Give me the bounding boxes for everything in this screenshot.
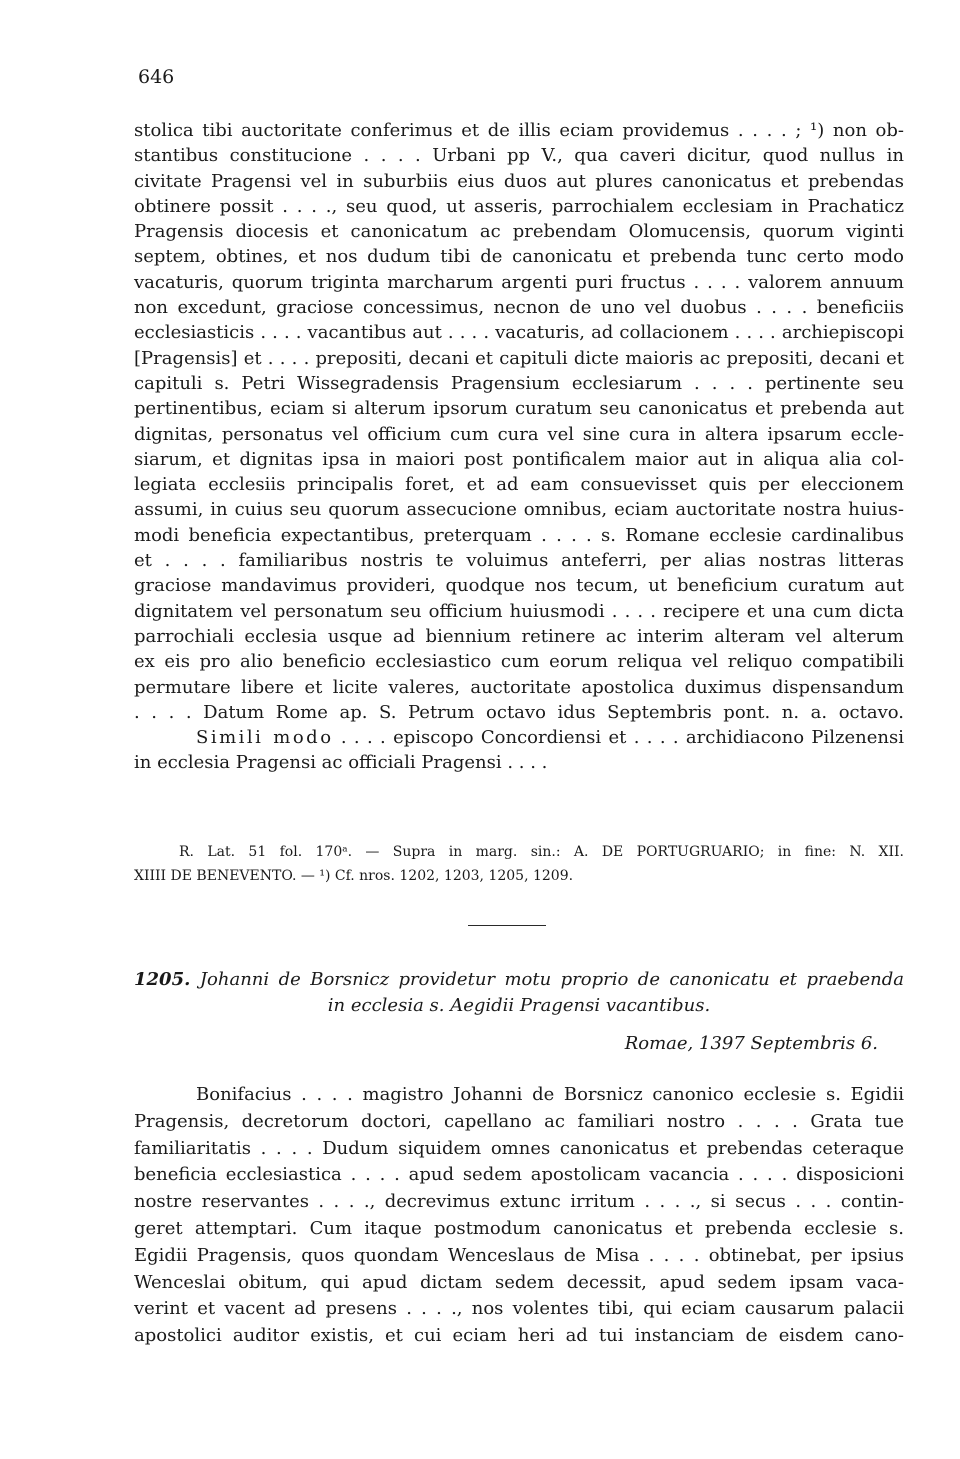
text-line: Pragensis, decretorum doctori, capellano ac familiari nostro . . . . Grata tue bbox=[134, 1110, 904, 1132]
text-line: graciose mandavimus provideri, quodque nos tecum, ut beneficium curatum aut bbox=[134, 575, 904, 597]
text-line: stantibus constitucione . . . . Urbani pp V., qua caveri dicitur, quod nullus in bbox=[134, 145, 904, 167]
text-line: septem, obtines, et nos dudum tibi de canonicatu et prebenda tunc certo modo bbox=[134, 246, 904, 268]
text-line: ecclesiasticis . . . . vacantibus aut . . . . vacaturis, ad collacionem . . . . archiepiscopi bbox=[134, 322, 904, 344]
text-line: obtinere possit . . . ., seu quod, ut asseris, parrochialem ecclesiam in Prachaticz bbox=[134, 195, 904, 217]
text-line: beneficia ecclesiastica . . . . apud sedem apostolicam vacancia . . . . disposicioni bbox=[134, 1164, 904, 1186]
text-line: nostre reservantes . . . ., decrevimus extunc irritum . . . ., si secus . . . contin- bbox=[134, 1191, 904, 1213]
text-line: modi beneficia expectantibus, preterquam . . . . s. Romane ecclesie cardinalibus bbox=[134, 524, 904, 546]
text-line: . . . . Datum Rome ap. S. Petrum octavo idus Septembris pont. n. a. octavo. bbox=[134, 701, 904, 723]
entry-heading bbox=[134, 967, 904, 1019]
text-line: legiata ecclesiis principalis foret, et ad eam consuevisset quis per eleccionem bbox=[134, 474, 904, 496]
footnote-line: XIIII DE BENEVENTO. — ¹) Cf. nros. 1202, 1203, 1205, 1209. bbox=[134, 868, 574, 884]
paragraph-2 bbox=[134, 1082, 904, 1350]
text-line: siarum, et dignitas ipsa in maiori post pontificalem maior aut in aliqua alia col- bbox=[134, 448, 904, 470]
text-line: in ecclesia Pragensi ac officiali Pragensi . . . . bbox=[134, 752, 548, 774]
text-line: pertinentibus, eciam si alterum ipsorum curatum seu canonicatus et prebenda aut bbox=[134, 398, 904, 420]
text-line: stolica tibi auctoritate conferimus et de illis eciam providemus . . . . ; ¹) non ob- bbox=[134, 120, 904, 141]
footnotes bbox=[134, 840, 904, 888]
text-line: vacaturis, quorum triginta marcharum argenti puri fructus . . . . valorem annuum bbox=[134, 271, 904, 293]
text-line: capituli s. Petri Wissegradensis Pragensium ecclesiarum . . . . pertinente seu bbox=[134, 372, 904, 394]
entry-number: 1205. bbox=[134, 969, 191, 990]
text-line: et . . . . familiaribus nostris te voluimus anteferri, per alias nostras litteras bbox=[134, 550, 904, 572]
text-line: Egidii Pragensis, quos quondam Wenceslaus de Misa . . . . obtinebat, per ipsius bbox=[134, 1244, 904, 1266]
text-line: civitate Pragensi vel in suburbiis eius duos aut plures canonicatus et prebendas bbox=[134, 170, 904, 192]
section-divider bbox=[468, 925, 546, 926]
text-line: permutare libere et licite valeres, auctoritate apostolica duximus dispensandum bbox=[134, 676, 904, 698]
page-number: 646 bbox=[138, 66, 175, 88]
text-line: ex eis pro alio beneficio ecclesiastico cum eorum reliqua vel reliquo compatibili bbox=[134, 651, 904, 673]
text-line: Pragensis diocesis et canonicatum ac prebendam Olomucensis, quorum viginti bbox=[134, 221, 904, 243]
text-line: dignitas, personatus vel officium cum cura vel sine cura in altera ipsarum eccle- bbox=[134, 423, 904, 445]
text-line: dignitatem vel personatum seu officium huiusmodi . . . . recipere et una cum dicta bbox=[134, 600, 904, 622]
text-line: [Pragensis] et . . . . prepositi, decani et capituli dicte maioris ac prepositi, decani et bbox=[134, 347, 904, 369]
entry-title-text: Johanni de Borsnicz providetur motu proprio de canonicatu et praebenda bbox=[190, 969, 904, 990]
text-line: geret attemptari. Cum itaque postmodum canonicatus et prebenda ecclesie s. bbox=[134, 1217, 904, 1239]
text-line: familiaritatis . . . . Dudum siquidem omnes canonicatus et prebendas ceteraque bbox=[134, 1137, 904, 1159]
text-line: apostolici auditor existis, et cui eciam heri ad tui instanciam de eisdem cano- bbox=[134, 1325, 904, 1347]
similar-line bbox=[134, 725, 904, 750]
spaced-word: Simili modo bbox=[196, 727, 334, 749]
paragraph-1 bbox=[134, 118, 904, 776]
text-line: verint et vacent ad presens . . . ., nos volentes tibi, qui eciam causarum palacii bbox=[134, 1298, 904, 1320]
text-line: Wenceslai obitum, qui apud dictam sedem decessit, apud sedem ipsam vaca- bbox=[134, 1271, 904, 1293]
text-line: parrochiali ecclesia usque ad biennium retinere ac interim alteram vel alterum bbox=[134, 625, 904, 647]
footnote-line: R. Lat. 51 fol. 170ᵃ. — Supra in marg. sin.: A. DE PORTUGRUARIO; in fine: N. XII. bbox=[179, 844, 904, 860]
entry-date: Romae, 1397 Septembris 6. bbox=[624, 1033, 878, 1054]
entry-title-line bbox=[134, 967, 904, 993]
similar-line-rest: . . . . episcopo Concordiensi et . . . . archidiacono Pilzenensi bbox=[333, 727, 904, 749]
text-line: Bonifacius . . . . magistro Johanni de Borsnicz canonico ecclesie s. Egidii bbox=[196, 1084, 904, 1105]
text-line: assumi, in cuius seu quorum assecucione omnibus, eciam auctoritate nostra huius- bbox=[134, 499, 904, 521]
entry-title-line-2: in ecclesia s. Aegidii Pragensi vacantibus. bbox=[327, 995, 711, 1016]
text-line: non excedunt, graciose concessimus, necnon de uno vel duobus . . . . beneficiis bbox=[134, 297, 904, 319]
